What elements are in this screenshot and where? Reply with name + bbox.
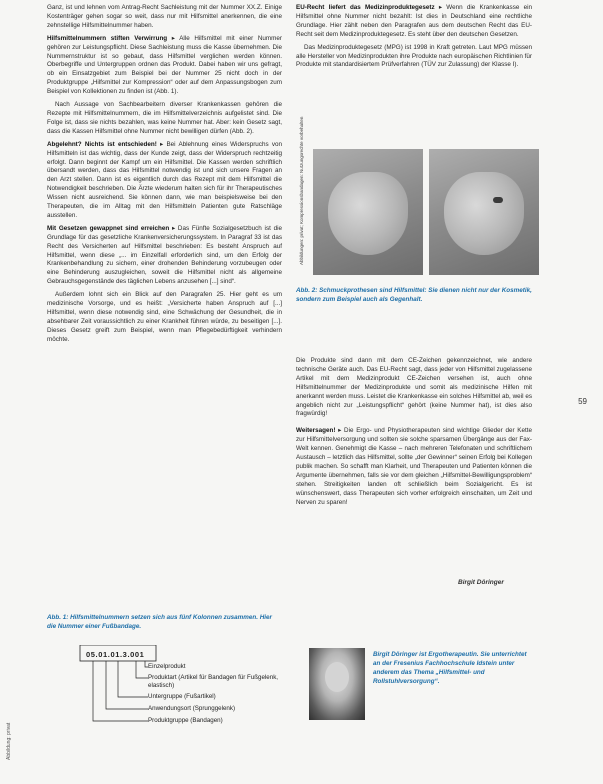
left-column [47, 4, 282, 349]
text-abgelehnt: Bei Ablehnung eines Widerspruchs von Hilfsmitteln ist das wichtig, dass der Kunde zeigt, dass der Widerspruch rechtzeitig erfolgt. Dann beginnt der Kampf um ein Hilfsmittel. Die Kassen werden schriftlich übersandt werden, dass das Hilfsmittel notwendig ist und sich unsere Fragen an den Arzt stellen. Dann ist es eigentlich durch das Rezept mit dem Hilfsmittel die Notwendigkeit beschrieben. Die Ärzte wiederum halten sich für ihr Therapeutisches Wissen nicht ausreichend. Sie können dann, wie man beispielsweise bei den Therapeuten, die im Alltag mit den Hilfsmitteln Patienten gute Ratschläge ausstellen. [47, 140, 282, 219]
heading-hilfsmittelnummern: Hilfsmittelnummern stiften Verwirrung [47, 34, 168, 42]
section-abgelehnt: Abgelehnt? Nichts ist entschieden! ▸ Bei Ablehnung eines Widerspruchs von Hilfsmitteln ist das wichtig, dass der Kunde zeigt, dass der Widerspruch rechtzeitig erfolgt. Dann beginnt der Kampf um ein Hilfsmittel. Die Kassen werden schriftlich übersandt werden, dass das Hilfsmittel notwendig ist und sich unsere Fragen an den Arzt stellen. Dann ist es eigentlich durch das Rezept mit dem Hilfsmittel die Notwendigkeit beschrieben. Die Ärzte wiederum halten sich für ihr Therapeutisches Wissen nicht ausreichend. Sie können dann, wie man beispielsweise bei den Therapeuten, die im Alltag mit den Hilfsmitteln Patienten gute Ratschläge ausstellen. [47, 140, 282, 219]
figure1-code: 05.01.01.3.001 [86, 650, 145, 659]
paragraph-paragraf-25: Außerdem lohnt sich ein Blick auf den Paragrafen 25. Hier geht es um medizinische Vorsorge, und es heißt: „Versicherte haben Anspruch auf [...] Hilfsmittel, wenn diese notwendig sind, eine Schwächung der Gesundheit, die in absehbarer Zeit voraussichtlich zu einer Krankheit führen würde, zu beseitigen [...]. Dieses Gesetz greift zum Beispiel, wenn man Pflegebedürftigkeit verhindern möchte. [47, 291, 282, 343]
text-gesetze: Das Fünfte Sozialgesetzbuch ist die Grundlage für das gesetzliche Krankenversicherungssystem. In Paragraf 33 ist das Recht des Versicherten auf Hilfsmittel beschrieben: Es besteht Anspruch auf Hilfsmittel, wenn diese „... im Einzelfall erforderlich sind, um den Erfolg der Krankenbehandlung zu sichern, einer drohenden Behinderung vorzubeugen oder eine Behinderung auszugleichen, soweit die Hilfsmittel nicht als allgemeine Gebrauchsgegenstände des täglichen Lebens anzusehen [...] sind“. [47, 224, 282, 286]
figure1-credit: Abbildung: privat [6, 722, 12, 760]
author-bio: Birgit Döringer ist Ergotherapeutin. Sie unterrichtet an der Fresenius Fachhochschule Idstein unter anderem das Thema „Hilfsmittel- und Rollstuhlversorgung“. [373, 651, 527, 685]
text-eu-recht: Wenn die Krankenkasse ein Hilfsmittel ohne Nummer nicht bezahlt: Ist dies in Deutschland eine rechtliche Grundlage. Hier zählt neben den Paragrafen aus dem deutschen Recht das EU-Recht seit dem Medizinproduktegesetz. Es steht über den deutschen Gesetzen. [296, 4, 532, 38]
section-weitersagen: Weitersagen! ▸ Die Ergo- und Physiotherapeuten sind wichtige Glieder der Kette zur Hilfsmittelversorgung und sollten sie solche sparsamen Übergänge aus der Fax-Welt kennen. Genehmigt die Kasse – nach mehreren Telefonaten und schriftlichem Austausch – letztlich das Hilfsmittel, sollte „der Gewinner“ seinen Erfolg bei Kollegen publik machen. So schafft man Klarheit, und Therapeuten und Patienten können die Argumente übernehmen, falls sie vor dem gleichen „Hilfsmittel-Bewilligungsproblem“ stehen. Streitigkeiten landen oft schließlich beim Sozialgericht. Es ist wünschenswert, dass Therapeuten sich vorher erfolgreich einschalten, um Zeit und Nerven zu sparen! [296, 427, 532, 506]
text-hilfsmittelnummern: Alle Hilfsmittel mit einer Nummer gehören zur Leistungspflicht. Diese Sachleistung muss die Kasse übernehmen. Die Nummernstruktur ist so gebaut, dass Hilfsmittel verglichen werden können. Oberbegriffe und Untergruppen ordnen das Produkt. Dabei haben wir uns gefragt, ob ein Einsatzgebiet zum Beispiel bei der Nummer 25 nicht doch in der Produktgruppe „Hilfsmittel zur Kompression“ oder auf dem Anpassungsbogen zum Beispiel von Kollektionen zu finden ist (Abb. 1). [47, 34, 282, 96]
heading-eu-recht: EU-Recht liefert das Medizinproduktegesetz [296, 4, 435, 11]
label-einzelprodukt: Einzelprodukt [148, 663, 186, 670]
heading-weitersagen: Weitersagen! [296, 427, 336, 435]
side-tab-physiopraxis [563, 70, 603, 180]
photo-credit: Abbildungen: privat; Kompressionsbandagen: Nutzungsrechte vorbehalten [299, 116, 304, 265]
section-gesetze: Mit Gesetzen gewappnet sind erreichen ▸ Das Fünfte Sozialgesetzbuch ist die Grundlage für das gesetzliche Krankenversicherungssystem. In Paragraf 33 ist das Recht des Versicherten auf Hilfsmittel beschrieben: Es besteht Anspruch auf Hilfsmittel, wenn diese „... im Einzelfall erforderlich sind, um den Erfolg der Krankenbehandlung zu sichern, einer drohenden Behinderung vorzubeugen oder eine Behinderung auszugleichen, soweit die Hilfsmittel nicht als allgemeine Gebrauchsgegenstände des täglichen Lebens anzusehen [...] sind“. [47, 224, 282, 286]
hand-prosthesis-photos [313, 149, 539, 275]
right-column-bottom [296, 357, 532, 512]
text-weitersagen: Die Ergo- und Physiotherapeuten sind wichtige Glieder der Kette zur Hilfsmittelversorgung und sollten sie solche sparsamen Übergänge aus der Fax-Welt kennen. Genehmigt die Kasse – nach mehreren Telefonaten und schriftlichem Austausch – letztlich das Hilfsmittel, sollte „der Gewinner“ seinen Erfolg bei Kollegen publik machen. So schafft man Klarheit, und Therapeuten und Patienten können die Argumente übernehmen, falls sie vor dem gleichen „Hilfsmittel-Bewilligungsproblem“ stehen. Streitigkeiten landen oft schließlich beim Sozialgericht. Es ist wünschenswert, dass Therapeuten sich vorher erfolgreich einschalten, um Zeit und Nerven zu sparen! [296, 427, 532, 506]
heading-abgelehnt: Abgelehnt? Nichts ist entschieden! [47, 140, 157, 148]
paragraph-mpg: Das Medizinproduktegesetz (MPG) ist 1998 in Kraft getreten. Laut MPG müssen alle Hersteller von Medizinprodukten ihre Produkte nach europäischen Richtlinien für Produkte mit standardisiertem Prüfverfahren (TÜV zur Zulassung) der Klasse I). [296, 43, 532, 69]
section-hilfsmittelnummern: Hilfsmittelnummern stiften Verwirrung ▸ Alle Hilfsmittel mit einer Nummer gehören zur Leistungspflicht. Diese Sachleistung muss die Kasse übernehmen. Die Nummernstruktur ist so gebaut, dass Hilfsmittel verglichen werden können. Oberbegriffe und Untergruppen ordnen das Produkt. Dabei haben wir uns gefragt, ob ein Einsatzgebiet zum Beispiel bei der Nummer 25 nicht doch in der Produktgruppe „Hilfsmittel zur Kompression“ oder auf dem Anpassungsbogen zum Beispiel von Kollektionen zu finden ist (Abb. 1). [47, 34, 282, 96]
paragraph-sachbearbeiter: Nach Aussage von Sachbearbeitern diverser Krankenkassen gehören die Rezepte mit Hilfsmittelnummern, die im Hilfsmittelverzeichnis aufgelistet sind. Die Folge ist, dass sie nichts bezahlen, was keine Nummer hat. Aber: kein Gesetz sagt, dass die Kassen Hilfsmittel ohne Nummer nicht bewilligen dürfen (Abb. 2). [47, 101, 282, 135]
label-anwendungsort: Anwendungsort (Sprunggelenk) [148, 705, 236, 712]
right-column-top [296, 4, 532, 74]
paragraph-ce-zeichen: Die Produkte sind dann mit dem CE-Zeichen gekennzeichnet, wie andere technische Geräte auch. Das EU-Recht sagt, dass jeder von Hilfsmittel zugelassene Artikel mit dem Medizinprodukt CE-Zeichen versehen ist, auch ohne Hilfsmittelnummer der Medizinprodukte und somit als medizinische Hilfen mit anerkannt werden muss. Leistet die Krankenkasse ein solches Hilfsmittel ab, weil es angeblich nicht zur „Leistungspflicht“ gehört (keine Nummer hat), ist dies also fragwürdig! [296, 357, 532, 418]
hand-photo-right [429, 149, 539, 275]
heading-gesetze: Mit Gesetzen gewappnet sind erreichen [47, 224, 170, 232]
hand-photo-left [313, 149, 423, 275]
author-portrait [309, 648, 365, 720]
label-untergruppe: Untergruppe (Fußartikel) [148, 693, 216, 700]
label-produktart: Produktart (Artikel für Bandagen für Fußgelenk, elastisch) [148, 674, 279, 689]
label-produktgruppe: Produktgruppe (Bandagen) [148, 717, 223, 724]
hilfsmittelnummer-diagram [58, 645, 298, 755]
figure1-caption: Abb. 1: Hilfsmittelnummern setzen sich aus fünf Kolonnen zusammen. Hier die Nummer einer Fußbandage. [47, 614, 272, 630]
intro-paragraph: Ganz, ist und lehnen vom Antrag-Recht Sachleistung mit der Nummer XX.Z. Einige Kostenträger gehen sogar so weit, dass nur mit Hilfsmittel anerkennen, die eine zehnstellige Hilfsmittelnummer haben. [47, 4, 282, 29]
author-signature: Birgit Döringer [458, 579, 504, 586]
ring-icon [493, 197, 503, 203]
section-eu-recht: EU-Recht liefert das Medizinproduktegesetz ▸ Wenn die Krankenkasse ein Hilfsmittel ohne Nummer nicht bezahlt: Ist dies in Deutschland eine rechtliche Grundlage. Hier zählt neben den Paragrafen aus dem deutschen Recht das EU-Recht seit dem Medizinproduktegesetz. Es steht über den deutschen Gesetzen. [296, 4, 532, 38]
photo-caption: Abb. 2: Schmuckprothesen sind Hilfsmittel: Sie dienen nicht nur der Kosmetik, sondern zum Beispiel auch als Gegenhalt. [296, 287, 532, 303]
page-number: 59 [578, 397, 587, 406]
